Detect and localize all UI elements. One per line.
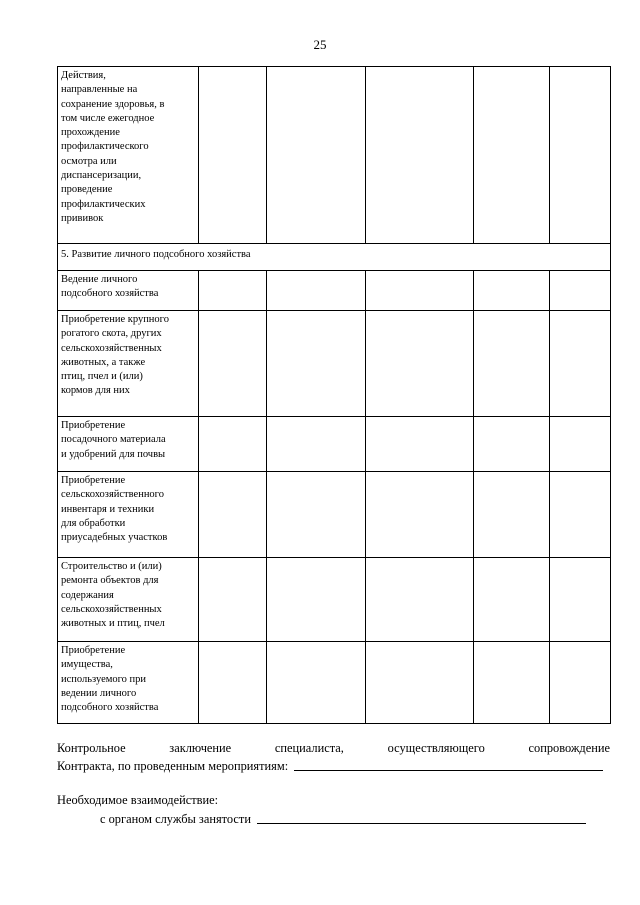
empty-cell (550, 642, 611, 724)
table-row (58, 67, 611, 244)
empty-cell (474, 642, 550, 724)
empty-cell (474, 472, 550, 558)
conclusion-line-2 (57, 759, 610, 774)
empty-cell (474, 311, 550, 417)
interaction-title: Необходимое взаимодействие: (57, 793, 219, 807)
table-row (58, 271, 611, 311)
empty-cell (550, 558, 611, 642)
activity-label: Действия, направленные на сохранение здоровья, в том числе ежегодное прохождение профилактического осмотра или диспансеризации, проведение профилактических прививок (58, 67, 199, 244)
section-row (58, 244, 611, 271)
interaction-employment-service (100, 812, 586, 827)
empty-cell (474, 417, 550, 472)
empty-cell (474, 67, 550, 244)
empty-cell (474, 271, 550, 311)
empty-cell (267, 311, 366, 417)
empty-cell (199, 642, 267, 724)
conclusion-line-1: Контрольное заключение специалиста, осуществляющего сопровождение (57, 741, 610, 755)
empty-cell (366, 271, 474, 311)
empty-cell (366, 417, 474, 472)
empty-cell (366, 311, 474, 417)
table-row (58, 642, 611, 724)
empty-cell (550, 417, 611, 472)
activity-label: Ведение личного подсобного хозяйства (58, 271, 199, 311)
empty-cell (550, 472, 611, 558)
table-row (58, 472, 611, 558)
activity-label: Приобретение сельскохозяйственного инвентаря и техники для обработки приусадебных участков (58, 472, 199, 558)
conclusion-line-2-text: Контракта, по проведенным мероприятиям: (57, 759, 289, 773)
table-row (58, 417, 611, 472)
empty-cell (267, 472, 366, 558)
empty-cell (267, 642, 366, 724)
empty-cell (199, 67, 267, 244)
empty-cell (199, 417, 267, 472)
empty-cell (550, 311, 611, 417)
table-row (58, 311, 611, 417)
empty-cell (366, 642, 474, 724)
activities-table (57, 66, 611, 724)
empty-cell (267, 271, 366, 311)
empty-cell (550, 271, 611, 311)
empty-cell (474, 558, 550, 642)
empty-cell (366, 67, 474, 244)
empty-cell (267, 417, 366, 472)
activity-label: Приобретение имущества, используемого при ведении личного подсобного хозяйства (58, 642, 199, 724)
empty-cell (199, 472, 267, 558)
table-row (58, 558, 611, 642)
empty-cell (366, 558, 474, 642)
activity-label: Строительство и (или) ремонта объектов для содержания сельскохозяйственных животных и птиц, пчел (58, 558, 199, 642)
activity-label: Приобретение посадочного материала и удобрений для почвы (58, 417, 199, 472)
empty-cell (267, 67, 366, 244)
activity-label: Приобретение крупного рогатого скота, других сельскохозяйственных животных, а также птиц, пчел и (или) кормов для них (58, 311, 199, 417)
page-number: 25 (313, 37, 327, 52)
empty-cell (366, 472, 474, 558)
empty-cell (267, 558, 366, 642)
empty-cell (199, 558, 267, 642)
empty-cell (199, 311, 267, 417)
empty-cell (199, 271, 267, 311)
conclusion-fill-line (294, 759, 603, 771)
section-heading: 5. Развитие личного подсобного хозяйства (58, 244, 611, 271)
interaction-line-text: с органом службы занятости (100, 812, 251, 826)
interaction-fill-line (257, 812, 586, 824)
empty-cell (550, 67, 611, 244)
